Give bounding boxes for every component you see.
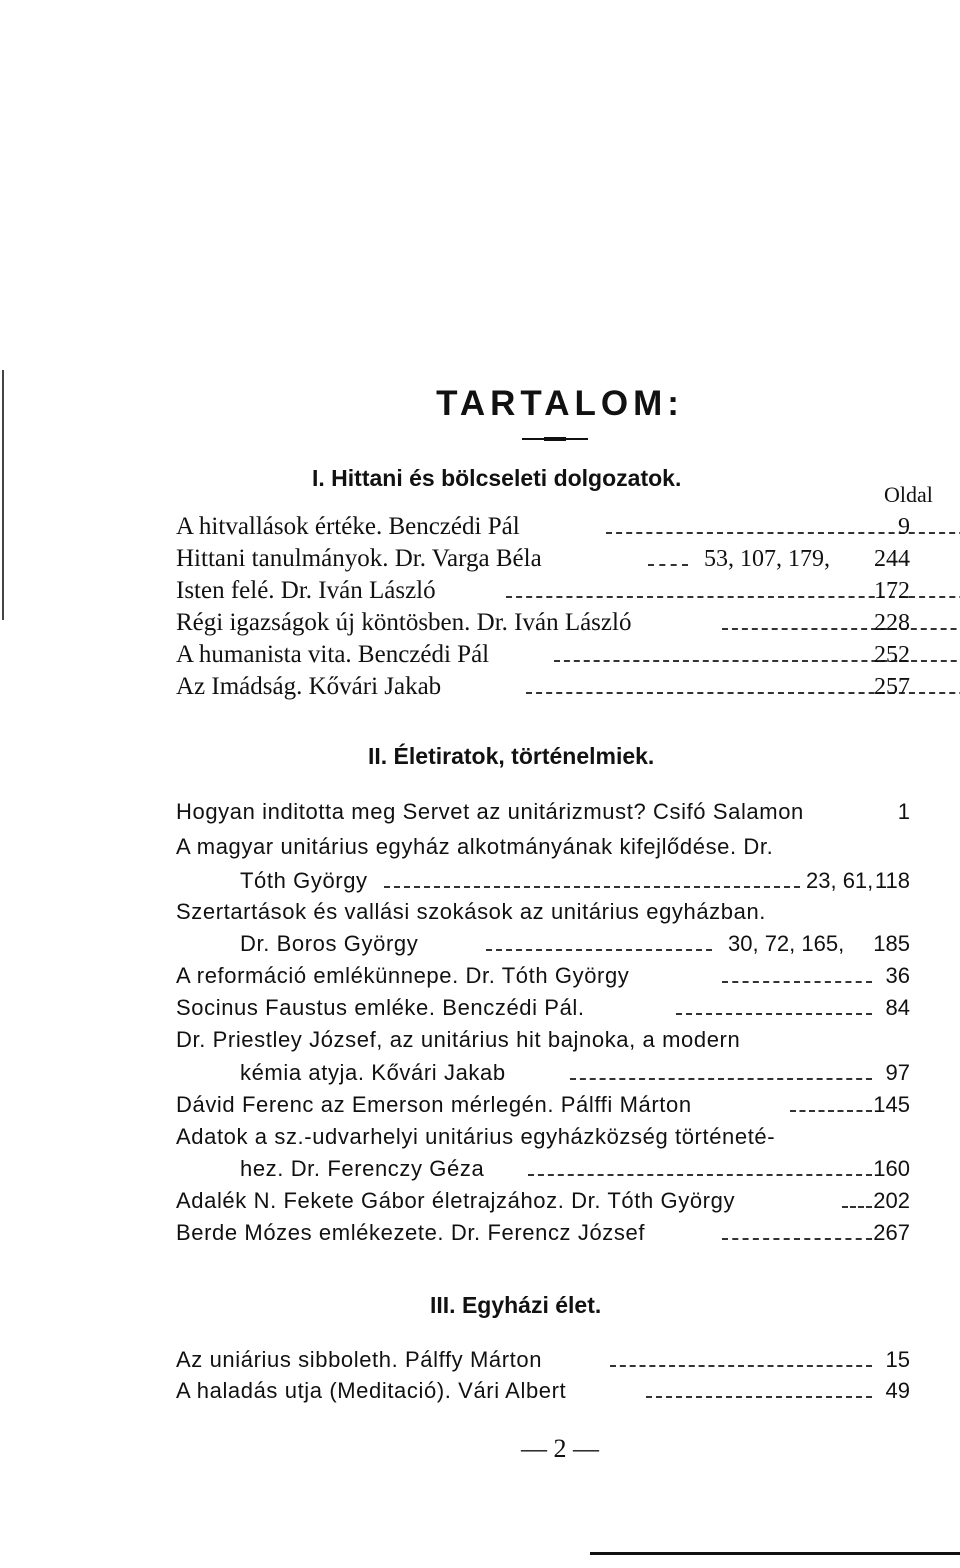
toc-entry (176, 1090, 936, 1124)
toc-entry (176, 1186, 936, 1220)
entry-title: Az uniárius sibboleth. Pálffy Márton (176, 1347, 543, 1372)
title-divider (522, 438, 588, 440)
section-heading-3: III. Egyházi élet. (430, 1292, 602, 1318)
entry-page: 145 (873, 1092, 910, 1117)
entry-page: 172 (874, 578, 910, 604)
entry-title: Adalék N. Fekete Gábor életrajzához. Dr. Tóth György (176, 1188, 736, 1213)
leader-dots (486, 939, 712, 951)
entry-page: 49 (885, 1378, 910, 1403)
toc-entry (176, 993, 936, 1027)
toc-entry (176, 1345, 936, 1379)
leader-dots (722, 618, 960, 630)
leader-dots (610, 1355, 872, 1367)
entry-page: 84 (885, 995, 910, 1020)
entry-title: A humanista vita. Benczédi Pál (176, 641, 490, 668)
toc-entry (176, 512, 936, 546)
page-title: TARTALOM: (436, 384, 684, 423)
entry-page: 267 (873, 1220, 910, 1245)
leader-dots (676, 1003, 872, 1015)
toc-entry (176, 608, 936, 642)
toc-entry (176, 1376, 936, 1410)
entry-page: 1 (897, 799, 910, 824)
entry-refs: 23, 61, (806, 868, 874, 893)
section-heading-1: I. Hittani és bölcseleti dolgozatok. (312, 465, 682, 491)
toc-entry (176, 1218, 936, 1252)
toc-entry (176, 1058, 936, 1092)
entry-page: 202 (873, 1188, 910, 1213)
toc-entry (176, 672, 936, 706)
entry-page: 9 (898, 514, 910, 540)
entry-title: Régi igazságok új köntösben. Dr. Iván László (176, 609, 632, 636)
entry-page: 15 (885, 1347, 910, 1372)
entry-page: 257 (874, 674, 910, 700)
entry-title: A reformáció emlékünnepe. Dr. Tóth György (176, 963, 630, 988)
entry-title: Dr. Boros György (240, 931, 419, 956)
leader-dots (648, 554, 688, 566)
entry-page: 244 (874, 546, 910, 572)
entry-title: Az Imádság. Kővári Jakab (176, 673, 442, 700)
leader-dots (570, 1068, 872, 1080)
entry-page: 228 (874, 610, 910, 636)
entry-title: Berde Mózes emlékezete. Dr. Ferencz József (176, 1220, 646, 1245)
leader-dots (384, 876, 800, 888)
entry-page: 118 (874, 868, 910, 893)
entry-title: Hogyan inditotta meg Servet az unitárizmust? Csifó Salamon (176, 799, 804, 824)
toc-entry (176, 832, 936, 866)
section-heading-2: II. Életiratok, történelmiek. (368, 743, 655, 769)
entry-title: Isten felé. Dr. Iván László (176, 577, 436, 604)
leader-dots (528, 1164, 872, 1176)
entry-title: A magyar unitárius egyház alkotmányának kifejlődése. Dr. (176, 834, 774, 859)
entry-refs: 30, 72, 165, (728, 931, 845, 956)
entry-page: 185 (873, 931, 910, 956)
toc-entry (176, 544, 936, 578)
leader-dots (646, 1386, 872, 1398)
entry-page: 160 (873, 1156, 910, 1181)
bottom-rule (590, 1552, 960, 1555)
entry-page: 97 (885, 1060, 910, 1085)
entry-title: Tóth György (240, 868, 368, 893)
entry-refs: 53, 107, 179, (704, 546, 830, 572)
entry-title: Szertartások és vallási szokások az unitárius egyházban. (176, 899, 766, 924)
toc-entry (176, 1154, 936, 1188)
entry-title: Hittani tanulmányok. Dr. Varga Béla (176, 545, 542, 572)
toc-entry (176, 1122, 936, 1156)
entry-page: 36 (885, 963, 910, 988)
entry-title: A haladás utja (Meditació). Vári Albert (176, 1378, 567, 1403)
toc-entry (176, 1025, 936, 1059)
toc-entry (176, 797, 936, 831)
toc-entry (176, 929, 936, 963)
toc-entry (176, 640, 936, 674)
entry-title: A hitvallások értéke. Benczédi Pál (176, 513, 520, 540)
entry-title: kémia atyja. Kővári Jakab (240, 1060, 506, 1085)
toc-entry (176, 961, 936, 995)
toc-entry (176, 897, 936, 931)
page-column-label: Oldal (884, 482, 933, 507)
toc-entry (176, 866, 936, 900)
entry-title: Adatok a sz.-udvarhelyi unitárius egyházközség történeté- (176, 1124, 776, 1149)
entry-title: Dr. Priestley József, az unitárius hit bajnoka, a modern (176, 1027, 741, 1052)
entry-page: 252 (874, 642, 910, 668)
entry-title: hez. Dr. Ferenczy Géza (240, 1156, 485, 1181)
page-number: — 2 — (521, 1434, 599, 1463)
entry-title: Dávid Ferenc az Emerson mérlegén. Pálffi Márton (176, 1092, 692, 1117)
toc-entry (176, 576, 936, 610)
entry-title: Socinus Faustus emléke. Benczédi Pál. (176, 995, 585, 1020)
